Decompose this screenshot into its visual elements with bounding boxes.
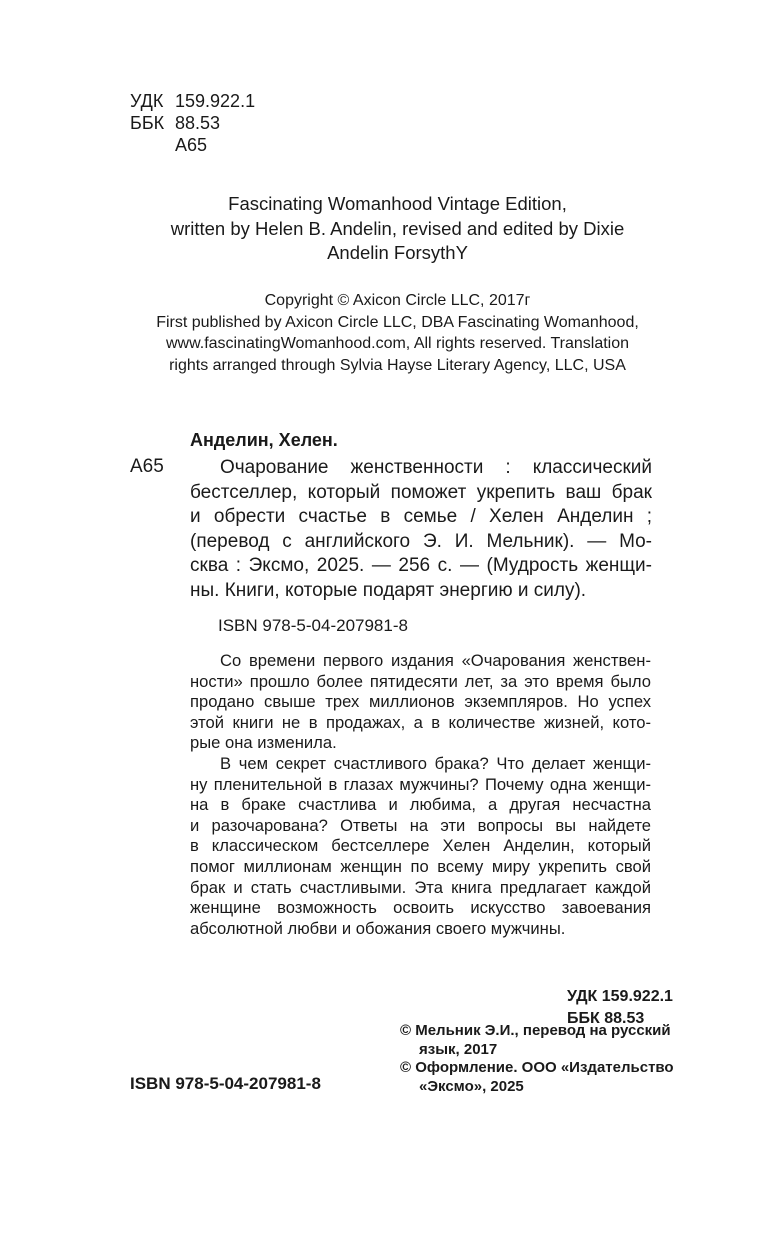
- text-line: этой книги не в продажах, а в количестве жизней, кото-: [190, 712, 651, 732]
- bibliographic-isbn: ISBN 978-5-04-207981-8: [218, 616, 408, 635]
- bbk-label: ББК: [130, 113, 165, 133]
- annotation: [190, 651, 651, 939]
- text-line: First published by Axicon Circle LLC, DBA Fascinating Womanhood,: [156, 313, 639, 331]
- text-line: Andelin ForsythY: [327, 242, 468, 263]
- author-mark-label: [130, 134, 175, 156]
- bbk-row: [130, 112, 255, 134]
- text-line: (перевод с английского Э. И. Мельник). — Мо-: [190, 530, 652, 552]
- bibliographic-description: [190, 456, 652, 603]
- text-line: ны. Книги, которые подарят энергию и силу).: [190, 579, 587, 601]
- copyright-translation-cont: язык, 2017: [419, 1040, 498, 1058]
- text-line: и обрести счастье в семье / Хелен Анделин ;: [190, 506, 652, 527]
- bottom-bbk: ББК 88.53: [567, 1010, 645, 1027]
- original-edition-block: [130, 192, 665, 266]
- text-line: Fascinating Womanhood Vintage Edition,: [228, 193, 567, 214]
- udk-value: 159.922.1: [175, 91, 256, 111]
- bottom-copyrights: [400, 1022, 674, 1096]
- bottom-isbn: ISBN 978-5-04-207981-8: [130, 1074, 321, 1093]
- text-line: Со времени первого издания «Очарования женствен-: [220, 651, 651, 670]
- bibliographic-author: Анделин, Хелен.: [190, 430, 338, 450]
- text-line: продано свыше трех миллионов экземпляров. Но успех: [190, 692, 651, 712]
- text-line: женщине возможность освоить искусство завоевания: [190, 898, 651, 918]
- copyright-design-cont: «Эксмо», 2025: [419, 1077, 524, 1095]
- text-line: помог миллионам женщин по всему миру укрепить свой: [190, 856, 651, 876]
- classification-block: [130, 90, 255, 156]
- author-mark-value: А65: [175, 135, 208, 155]
- bbk-value: 88.53: [175, 113, 221, 133]
- text-line: на в браке счастлива и любима, а другая несчастна: [190, 795, 651, 815]
- text-line: written by Helen B. Andelin, revised and edited by Dixie: [170, 217, 625, 239]
- text-line: в классическом бестселлере Хелен Анделин, который: [190, 836, 651, 856]
- text-line: В чем секрет счастливого брака? Что делает женщи-: [220, 753, 651, 773]
- text-line: www.fascinatingWomanhood.com, All rights reserved. Translation: [165, 335, 630, 353]
- author-mark-row: [130, 134, 255, 156]
- bottom-udk: УДК 159.922.1: [567, 988, 673, 1005]
- text-line: сква : Эксмо, 2025. — 256 с. — (Мудрость женщи-: [190, 555, 652, 576]
- bibliographic-code: А65: [130, 456, 164, 477]
- text-line: бестселлер, который поможет укрепить ваш брак: [190, 481, 652, 503]
- text-line: абсолютной любви и обожания своего мужчины.: [190, 918, 566, 938]
- text-line: rights arranged through Sylvia Hayse Literary Agency, LLC, USA: [169, 357, 626, 375]
- text-line: Copyright © Axicon Circle LLC, 2017г: [264, 292, 531, 309]
- text-line: брак и стать счастливыми. Эта книга предлагает каждой: [190, 877, 651, 897]
- text-line: ности» прошло более пятидесяти лет, за это время было: [190, 671, 651, 691]
- copyright-translation: © Мельник Э.И., перевод на русский: [400, 1022, 671, 1039]
- text-line: ну пленительной в глазах мужчины? Почему одна женщи-: [190, 774, 651, 794]
- udk-row: [130, 90, 255, 112]
- text-line: Очарование женственности : классический: [220, 457, 652, 478]
- text-line: и разочарована? Ответы на эти вопросы вы найдете: [190, 815, 651, 835]
- udk-label: УДК: [130, 91, 164, 111]
- copyright-notice-block: [120, 290, 675, 377]
- copyright-design: © Оформление. ООО «Издательство: [400, 1059, 674, 1077]
- text-line: рые она изменила.: [190, 733, 337, 753]
